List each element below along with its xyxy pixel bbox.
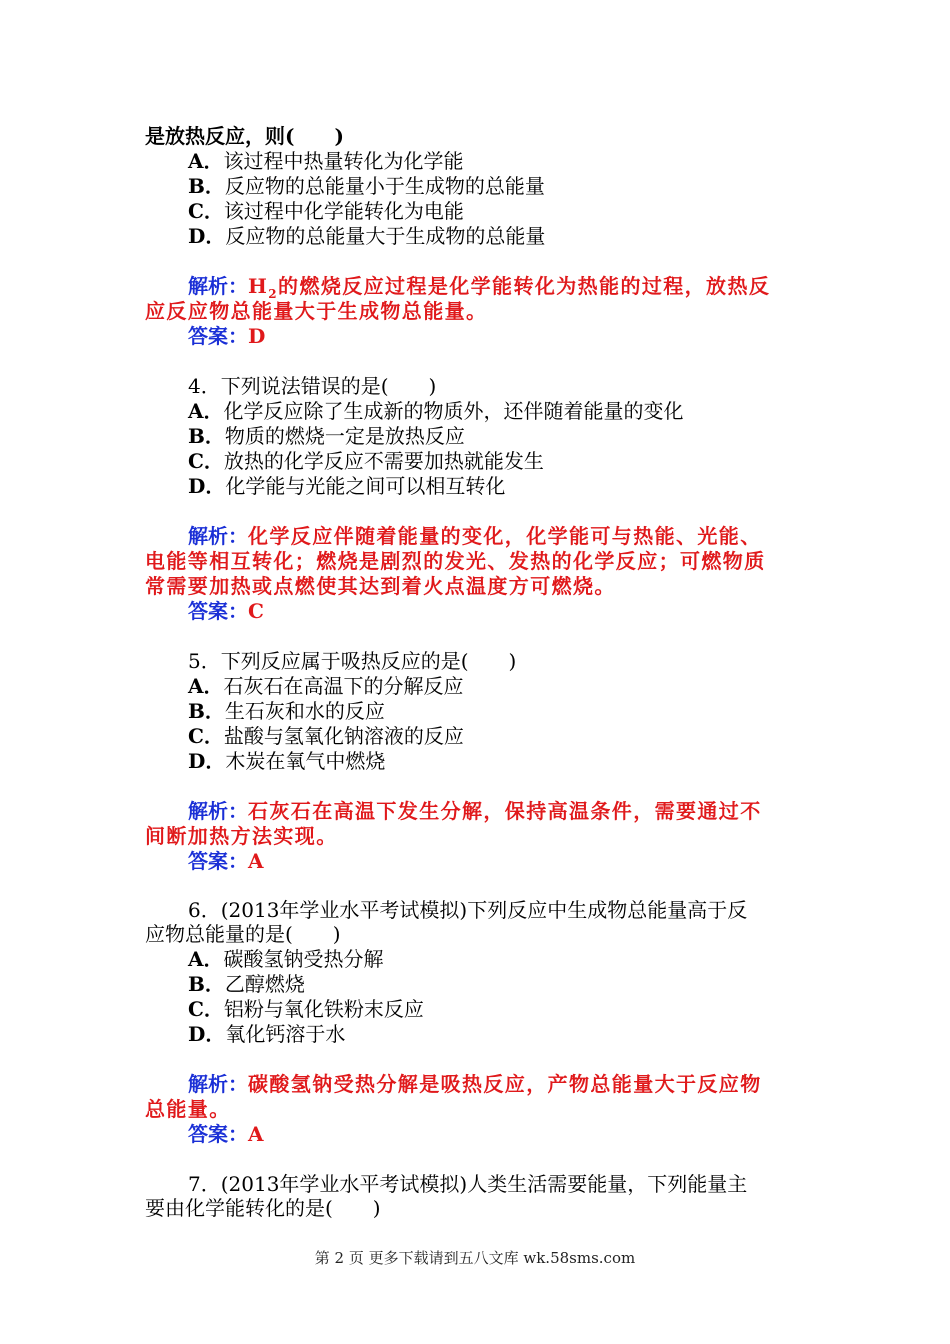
- q6-stem: 6．(2013年学业水平考试模拟)下列反应中生成物总能量高于反: [188, 898, 748, 922]
- q3-explanation-line2: 应反应物总能量大于生成物总能量。: [145, 299, 488, 323]
- answer-value: A: [248, 1122, 264, 1146]
- q3-explanation: 解析：$H_2$的燃烧反应过程是化学能转化为热能的过程，放热反: [188, 274, 771, 301]
- q5-option-d: D．木炭在氧气中燃烧: [188, 749, 386, 773]
- q4-answer: [188, 599, 810, 623]
- q4-option-b: B．物质的燃烧一定是放热反应: [188, 424, 465, 448]
- q5-explanation-line2: 间断加热方法实现。: [145, 824, 338, 848]
- q3-option-a: A．该过程中热量转化为化学能: [188, 149, 464, 173]
- page-footer: 第 2 页 更多下载请到五八文库 wk.58sms.com: [314, 1249, 636, 1267]
- q6-option-c: C．铝粉与氧化铁粉末反应: [188, 997, 424, 1021]
- q4-stem: 4．下列说法错误的是( ): [188, 374, 437, 398]
- q3-option-d: D．反应物的总能量大于生成物的总能量: [188, 224, 546, 248]
- explanation-label: 解析：: [188, 274, 248, 298]
- answer-value: A: [248, 849, 264, 873]
- answer-label: 答案：: [188, 324, 248, 348]
- explanation-label: 解析：: [188, 524, 248, 548]
- q5-explanation: 解析：石灰石在高温下发生分解，保持高温条件，需要通过不: [188, 799, 762, 823]
- explanation-label: 解析：: [188, 1072, 248, 1096]
- q6-option-a: A．碳酸氢钠受热分解: [188, 947, 384, 971]
- answer-label: 答案：: [188, 1122, 248, 1146]
- q6-stem-line2: 应物总能量的是( ): [145, 922, 341, 946]
- explanation-label: 解析：: [188, 799, 248, 823]
- q4-explanation-line2: 电能等相互转化；燃烧是剧烈的发光、发热的化学反应；可燃物质: [145, 549, 766, 573]
- q4-explanation: 解析：化学反应伴随着能量的变化，化学能可与热能、光能、: [188, 524, 762, 548]
- q6-option-b: B．乙醇燃烧: [188, 972, 305, 996]
- q6-answer: [188, 1122, 810, 1146]
- q6-option-d: D．氧化钙溶于水: [188, 1022, 346, 1046]
- q3-option-b: B．反应物的总能量小于生成物的总能量: [188, 174, 545, 198]
- answer-value: D: [248, 324, 266, 348]
- q4-option-a: A．化学反应除了生成新的物质外，还伴随着能量的变化: [188, 399, 684, 423]
- q3-option-c: C．该过程中化学能转化为电能: [188, 199, 464, 223]
- q3-answer: [188, 324, 810, 348]
- q7-stem: 7．(2013年学业水平考试模拟)人类生活需要能量，下列能量主: [188, 1172, 748, 1196]
- q3-stem: [145, 124, 810, 148]
- q4-explanation-line3: 常需要加热或点燃使其达到着火点温度方可燃烧。: [145, 574, 616, 598]
- q5-option-a: A．石灰石在高温下的分解反应: [188, 674, 464, 698]
- q5-stem: 5．下列反应属于吸热反应的是( ): [188, 649, 517, 673]
- q5-answer: [188, 849, 810, 873]
- q4-option-c: C．放热的化学反应不需要加热就能发生: [188, 449, 544, 473]
- q6-explanation: 解析：碳酸氢钠受热分解是吸热反应，产物总能量大于反应物: [188, 1072, 762, 1096]
- q5-option-c: C．盐酸与氢氧化钠溶液的反应: [188, 724, 464, 748]
- answer-value: C: [248, 599, 264, 623]
- q7-stem-line2: 要由化学能转化的是( ): [145, 1196, 381, 1220]
- answer-label: 答案：: [188, 849, 248, 873]
- answer-label: 答案：: [188, 599, 248, 623]
- q6-explanation-line2: 总能量。: [145, 1097, 231, 1121]
- q3-stem-text: 是放热反应，则( ): [145, 124, 344, 148]
- q5-option-b: B．生石灰和水的反应: [188, 699, 385, 723]
- q4-option-d: D．化学能与光能之间可以相互转化: [188, 474, 506, 498]
